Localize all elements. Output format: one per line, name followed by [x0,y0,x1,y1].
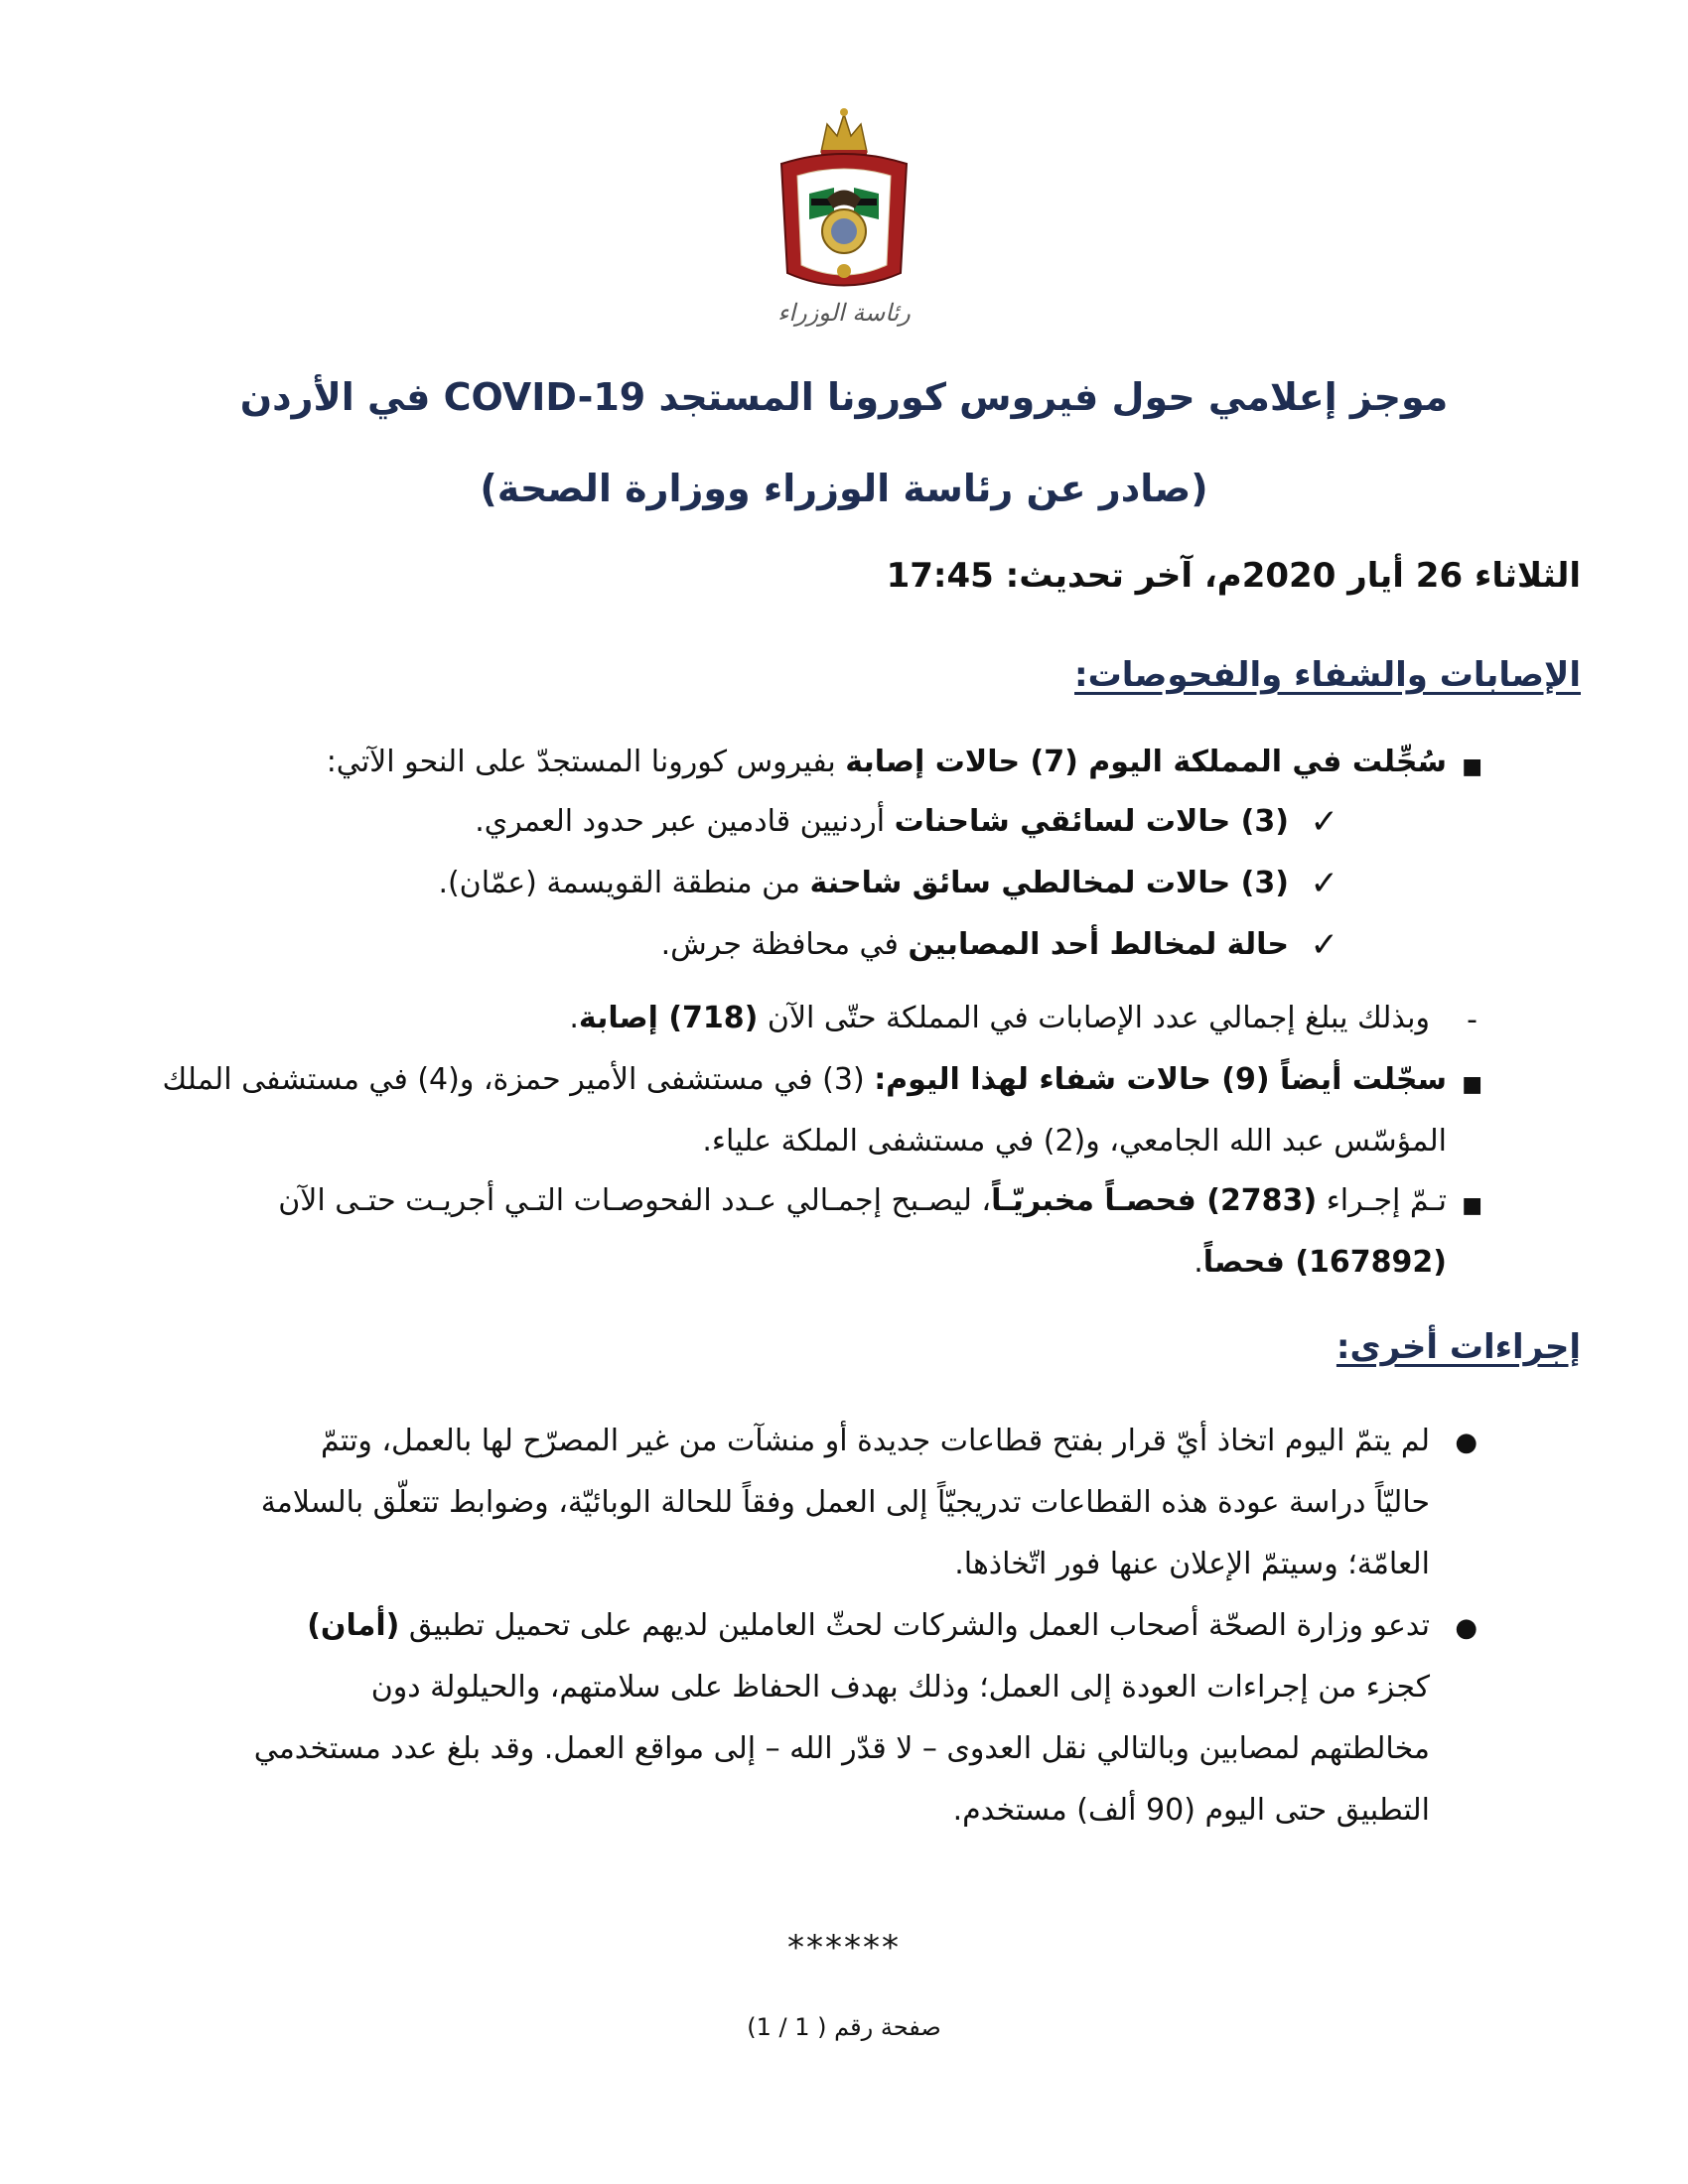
cases-item [327,743,1447,781]
measure-2-text: تدعو وزارة الصحّة أصحاب العمل والشركات لحثّ العاملين لديهم على تحميل تطبيق [399,1608,1430,1643]
measure-2-line1 [307,1606,1430,1645]
square-bullet-icon: ■ [1462,754,1482,779]
case-detail-1-text: أردنيين قادمين عبر حدود العمري. [475,804,895,839]
checkmark-icon: ✓ [1310,864,1338,903]
measure-1-line3: العامّة؛ وسيتمّ الإعلان عنها فور اتّخاذها. [954,1547,1430,1581]
logo-calligraphy-text: رئاسة الوزراء [777,299,911,327]
case-detail-1 [475,804,1289,839]
round-bullet-icon: ● [1455,1613,1477,1643]
checkmark-icon: ✓ [1310,925,1338,965]
tests-total-bold: (167892) فحصاً [1202,1245,1447,1280]
case-detail-3-bold: حالة لمخالط أحد المصابين [908,927,1289,962]
page-title: موجز إعلامي حول فيروس كورونا المستجد COVID-19 في الأردن [239,375,1449,419]
cases-item-bold: سُجِّلت في المملكة اليوم (7) حالات إصابة [845,745,1447,779]
tests-item-bold: (2783) فحصـاً مخبريّـاً [991,1183,1318,1218]
dash-bullet: - [1467,1003,1477,1037]
round-bullet-icon: ● [1455,1428,1477,1457]
cases-item-text: بفيروس كورونا المستجدّ على النحو الآتي: [326,745,846,779]
tests-item-text: ، ليصـبح إجمـالي عـدد الفحوصـات التـي أجريـت حتـى الآن [278,1183,992,1218]
total-cases-end: . [569,1001,579,1035]
tests-total-end: . [1194,1245,1203,1280]
measure-2-line3: مخالطتهم لمصابين وبالتالي نقل العدوى – لا قدّر الله – إلى مواقع العمل. وقد بلغ عدد مستخدمي [253,1731,1430,1766]
tests-item-line2 [1194,1243,1447,1282]
total-cases [569,999,1430,1037]
section-heading-cases: الإصابات والشفاء والفحوصات: [1074,655,1581,695]
square-bullet-icon: ■ [1462,1193,1482,1218]
case-detail-2-bold: (3) حالات لمخالطي سائق شاحنة [809,866,1289,900]
page-subtitle: (صادر عن رئاسة الوزراء ووزارة الصحة) [480,467,1208,510]
recovery-item-line2: المؤسّس عبد الله الجامعي، و(2) في مستشفى الملكة علياء. [702,1124,1447,1159]
measure-1-line2: حاليّاً دراسة عودة هذه القطاعات تدريجيّاً إلى العمل وفقاً للحالة الوبائيّة، وضوابط تتعلّق بالسلامة [260,1485,1430,1520]
total-cases-bold: (718) إصابة [578,1001,759,1035]
measure-1-line1: لم يتمّ اليوم اتخاذ أيّ قرار بفتح قطاعات جديدة أو منشآت من غير المصرّح لها بالعمل، وتتمّ [320,1424,1430,1458]
recovery-item-text: (3) في مستشفى الأمير حمزة، و(4) في مستشفى الملك [162,1062,875,1097]
end-separator: ****** [787,1928,901,1968]
case-detail-2 [438,866,1289,900]
case-detail-2-text: من منطقة القويسمة (عمّان). [438,866,810,900]
measure-2-line2: كجزء من إجراءات العودة إلى العمل؛ وذلك بهدف الحفاظ على سلامتهم، والحيلولة دون [370,1670,1430,1705]
square-bullet-icon: ■ [1462,1072,1482,1097]
section-heading-other-measures: إجراءات أخرى: [1336,1327,1581,1367]
case-detail-3 [661,927,1289,962]
jordan-coat-of-arms-logo [770,104,918,333]
total-cases-text: وبذلك يبلغ إجمالي عدد الإصابات في المملكة حتّى الآن [758,1001,1430,1035]
case-detail-3-text: في محافظة جرش. [660,927,909,962]
checkmark-icon: ✓ [1310,802,1338,842]
dateline: الثلاثاء 26 أيار 2020م، آخر تحديث: 17:45 [886,556,1581,596]
tests-item [278,1181,1447,1220]
aman-app-name: (أمان) [307,1608,400,1643]
case-detail-1-bold: (3) حالات لسائقي شاحنات [894,804,1289,839]
recovery-item [163,1060,1448,1099]
tests-item-pre: تـمّ إجـراء [1317,1183,1447,1218]
page-number: صفحة رقم ( 1 / 1) [747,2013,941,2041]
measure-2-line4: التطبيق حتى اليوم (90 ألف) مستخدم. [952,1793,1430,1828]
recovery-item-bold: سجّلت أيضاً (9) حالات شفاء لهذا اليوم: [874,1062,1447,1097]
